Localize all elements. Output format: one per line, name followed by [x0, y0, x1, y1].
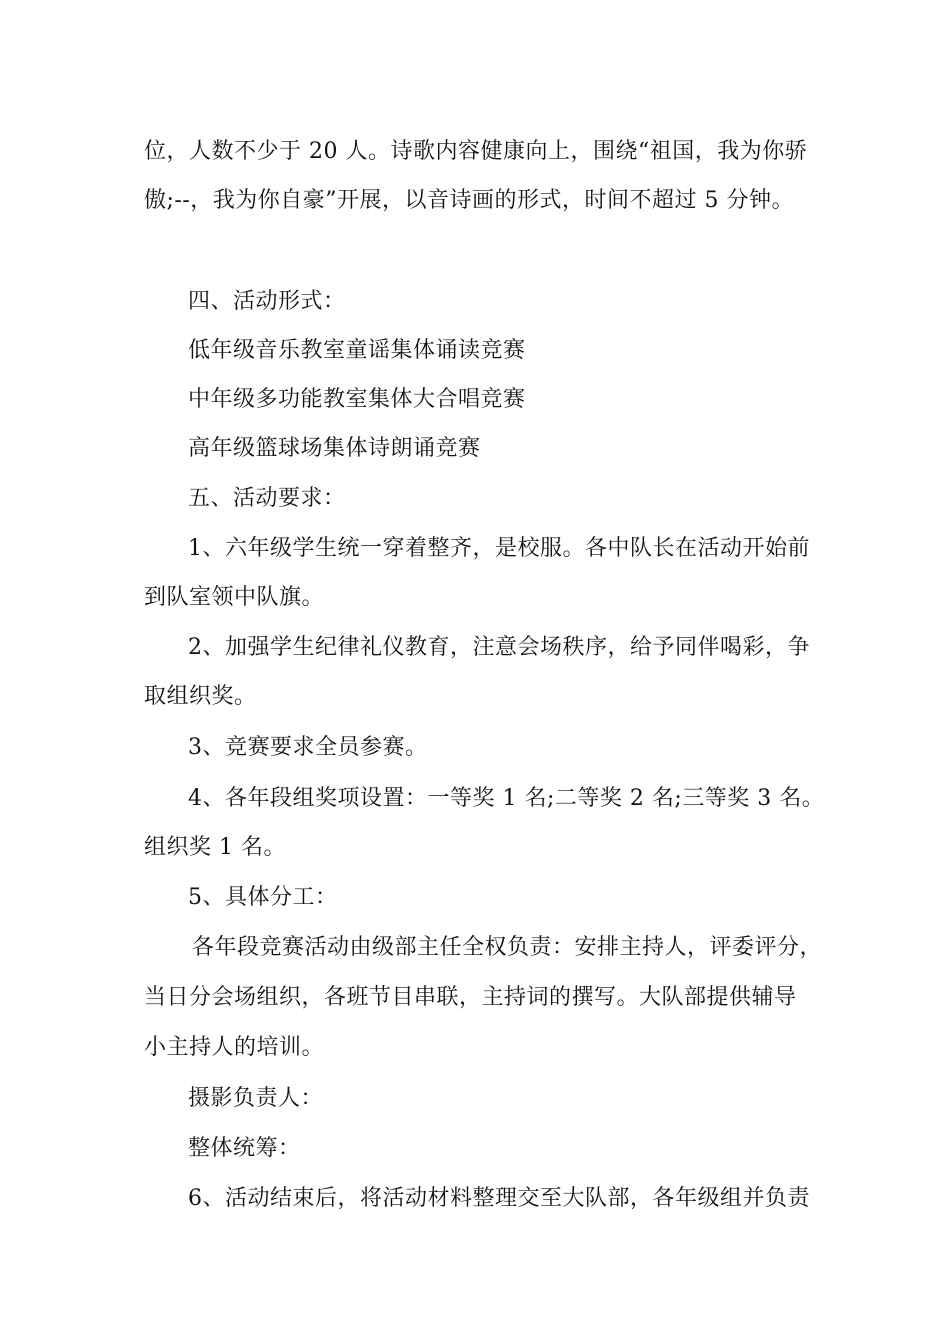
paragraph-line: 2、加强学生纪律礼仪教育，注意会场秩序，给予同伴喝彩，争: [188, 635, 810, 660]
paragraph-line: 到队室领中队旗。: [144, 585, 325, 610]
list-item: 中年级多功能教室集体大合唱竞赛: [188, 387, 526, 412]
paragraph-line: 3、竞赛要求全员参赛。: [188, 735, 428, 760]
paragraph-line: 整体统筹：: [188, 1136, 301, 1161]
paragraph-line: 组织奖 1 名。: [144, 835, 286, 860]
paragraph-line: 4、各年段组奖项设置：一等奖 1 名;二等奖 2 名;三等奖 3 名。: [188, 786, 825, 811]
list-item: 低年级音乐教室童谣集体诵读竞赛: [188, 338, 526, 363]
list-item: 高年级篮球场集体诗朗诵竞赛: [188, 436, 481, 461]
paragraph-line: 当日分会场组织，各班节目串联，主持词的撰写。大队部提供辅导: [144, 985, 797, 1010]
paragraph-line: 各年段竞赛活动由级部主任全权负责：安排主持人，评委评分，: [192, 935, 823, 960]
paragraph-line: 取组织奖。: [144, 684, 257, 709]
paragraph-line: 摄影负责人：: [188, 1086, 324, 1111]
paragraph-line: 6、活动结束后，将活动材料整理交至大队部，各年级组并负责: [188, 1186, 810, 1211]
paragraph-line: 傲;--，我为你自豪”开展，以音诗画的形式，时间不超过 5 分钟。: [144, 188, 795, 213]
paragraph-line: 5、具体分工：: [188, 885, 338, 910]
section-heading-activity-form: 四、活动形式：: [188, 289, 346, 314]
paragraph-line: 小主持人的培训。: [144, 1035, 325, 1060]
paragraph-line: 1、六年级学生统一穿着整齐，是校服。各中队长在活动开始前: [188, 536, 810, 561]
paragraph-line: 位，人数不少于 20 人。诗歌内容健康向上，围绕“祖国，我为你骄: [144, 139, 808, 164]
section-heading-activity-requirements: 五、活动要求：: [188, 486, 346, 511]
